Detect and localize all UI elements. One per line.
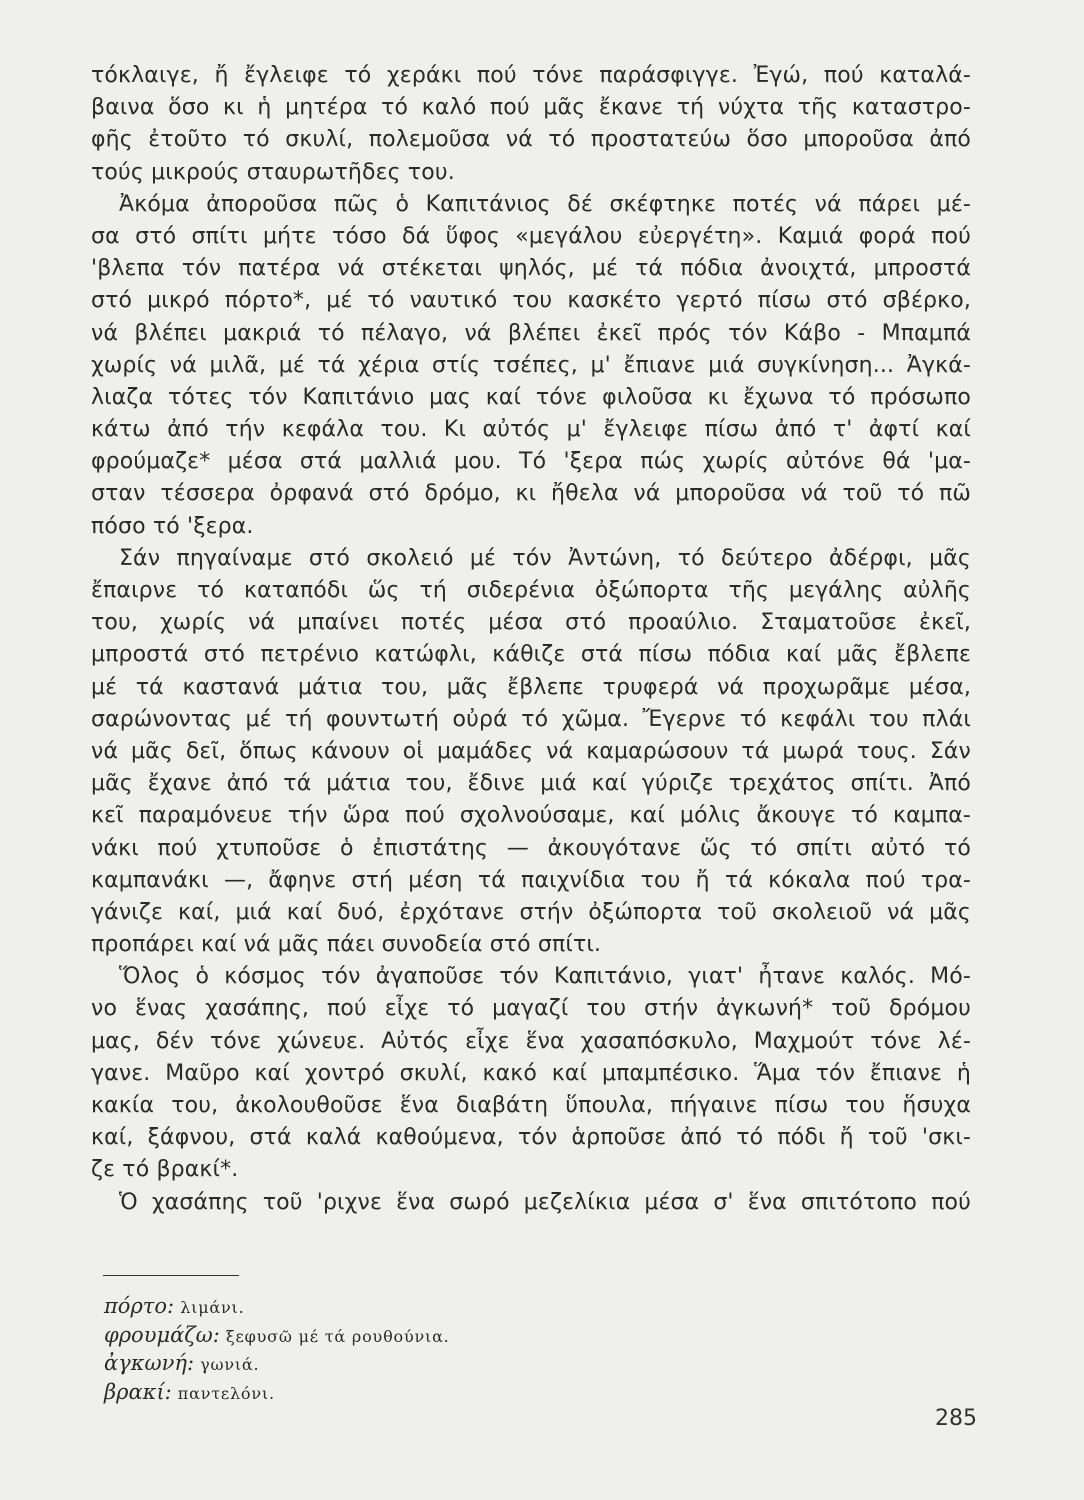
text-line: κεῖ παραμόνευε τήν ὥρα πού σχολνούσαμε, καί μόλις ἄκουγε τό καμπα- <box>91 803 971 829</box>
footnote <box>104 1292 704 1321</box>
text-line: Σάν πηγαίναμε στό σκολειό μέ τόν Ἀντώνη, τό δεύτερο ἀδέρφι, μᾶς <box>119 545 971 571</box>
text-line: σταν τέσσερα ὀρφανά στό δρόμο, κι ἤθελα νά μποροῦσα νά τοῦ τό πῶ <box>91 481 971 507</box>
text-line: νά μᾶς δεῖ, ὅπως κάνουν οἱ μαμάδες νά καμαρώσουν τά μωρά τους. Σάν <box>91 738 971 764</box>
text-line: πόσο τό 'ξερα. <box>91 513 254 539</box>
text-line: Ἀκόμα ἀποροῦσα πῶς ὁ Καπιτάνιος δέ σκέφτηκε ποτές νά πάρει μέ- <box>119 191 971 217</box>
text-line: κάτω ἀπό τήν κεφάλα του. Κι αὐτός μ' ἔγλειφε πίσω ἀπό τ' ἀφτί καί <box>91 417 971 443</box>
footnotes <box>104 1292 704 1406</box>
footnote-term: φρουμάζω: <box>104 1322 220 1347</box>
text-line: Ὁ χασάπης τοῦ 'ριχνε ἕνα σωρό μεζελίκια μέσα σ' ἕνα σπιτότοπο πού <box>119 1189 971 1215</box>
text-line: σαρώνοντας μέ τή φουντωτή οὐρά τό χῶμα. Ἔγερνε τό κεφάλι του πλάι <box>91 706 971 732</box>
text-line: ἔπαιρνε τό καταπόδι ὥς τή σιδερένια ὀξώπορτα τῆς μεγάλης αὐλῆς <box>91 578 971 603</box>
text-line: του, χωρίς νά μπαίνει ποτές μέσα στό προαύλιο. Σταματοῦσε ἐκεῖ, <box>91 610 971 636</box>
footnote <box>104 1378 704 1407</box>
text-line: νά βλέπει μακριά τό πέλαγο, νά βλέπει ἐκεῖ πρός τόν Κάβο - Μπαμπά <box>91 320 971 346</box>
page-number: 285 <box>935 1406 977 1431</box>
text-line: νάκι πού χτυποῦσε ὁ ἐπιστάτης — ἀκουγότανε ὥς τό σπίτι αὐτό τό <box>91 835 971 861</box>
text-line: σα στό σπίτι μήτε τόσο δά ὕφος «μεγάλου εὐεργέτη». Καμιά φορά πού <box>91 223 971 249</box>
footnote-definition: λιμάνι. <box>180 1298 245 1317</box>
body-text <box>91 60 971 1219</box>
text-line: γάνιζε καί, μιά καί δυό, ἐρχότανε στήν ὀξώπορτα τοῦ σκολειοῦ νά μᾶς <box>91 899 971 925</box>
text-line: φρούμαζε* μέσα στά μαλλιά μου. Τό 'ξερα πώς χωρίς αὐτόνε θά 'μα- <box>91 449 971 475</box>
text-line: Ὅλος ὁ κόσμος τόν ἀγαποῦσε τόν Καπιτάνιο, γιατ' ἦτανε καλός. Μό- <box>119 964 971 990</box>
text-line: καί, ξάφνου, στά καλά καθούμενα, τόν ἁρποῦσε ἀπό τό πόδι ἤ τοῦ 'σκι- <box>91 1125 971 1151</box>
text-line: λιαζα τότες τόν Καπιτάνιο μας καί τόνε φιλοῦσα κι ἔχωνα τό πρόσωπο <box>91 384 971 410</box>
text-line: στό μικρό πόρτο*, μέ τό ναυτικό του κασκέτο γερτό πίσω στό σβέρκο, <box>91 288 971 314</box>
footnote-term: ἀγκωνή: <box>104 1351 195 1375</box>
text-line: ζε τό βρακί*. <box>91 1157 239 1183</box>
footnote <box>104 1321 704 1350</box>
footnote-definition: παντελόνι. <box>177 1383 275 1403</box>
text-line: 'βλεπα τόν πατέρα νά στέκεται ψηλός, μέ τά πόδια ἀνοιχτά, μπροστά <box>91 256 971 282</box>
text-line: νο ἕνας χασάπης, πού εἶχε τό μαγαζί του στήν ἀγκωνή* τοῦ δρόμου <box>91 996 971 1022</box>
text-line: βαινα ὅσο κι ἡ μητέρα τό καλό πού μᾶς ἔκανε τή νύχτα τῆς καταστρο- <box>91 95 971 121</box>
footnote-term: πόρτο: <box>104 1294 175 1318</box>
text-line: μας, δέν τόνε χώνευε. Αὐτός εἶχε ἕνα χασαπόσκυλο, Μαχμούτ τόνε λέ- <box>91 1028 971 1054</box>
text-line: τόκλαιγε, ἤ ἔγλειφε τό χεράκι πού τόνε παράσφιγγε. Ἐγώ, πού καταλά- <box>91 63 971 88</box>
text-line: μᾶς ἔχανε ἀπό τά μάτια του, ἔδινε μιά καί γύριζε τρεχάτος σπίτι. Ἀπό <box>91 771 971 797</box>
text-line: γανε. Μαῦρο καί χοντρό σκυλί, κακό καί μπαμπέσικο. Ἅμα τόν ἔπιανε ἡ <box>91 1060 971 1086</box>
footnote-definition: γωνιά. <box>200 1355 260 1374</box>
text-line: κακία του, ἀκολουθοῦσε ἕνα διαβάτη ὕπουλα, πήγαινε πίσω του ἥσυχα <box>91 1093 971 1118</box>
text-line: τούς μικρούς σταυρωτῆδες του. <box>91 159 455 185</box>
text-line: φῆς ἐτοῦτο τό σκυλί, πολεμοῦσα νά τό προστατεύω ὅσο μποροῦσα ἀπό <box>91 127 971 153</box>
text-line: προπάρει καί νά μᾶς πάει συνοδεία στό σπίτι. <box>91 932 602 958</box>
text-line: καμπανάκι —, ἄφηνε στή μέση τά παιχνίδια του ἤ τά κόκαλα πού τρα- <box>91 867 971 893</box>
footnote-term: βρακί: <box>104 1379 172 1404</box>
text-line: χωρίς νά μιλᾶ, μέ τά χέρια στίς τσέπες, μ' ἔπιανε μιά συγκίνηση... Ἀγκά- <box>91 352 971 378</box>
text-line: μπροστά στό πετρένιο κατώφλι, κάθιζε στά πίσω πόδια καί μᾶς ἔβλεπε <box>91 642 971 668</box>
footnote-separator <box>103 1275 239 1276</box>
footnote <box>104 1349 704 1378</box>
text-line: μέ τά καστανά μάτια του, μᾶς ἔβλεπε τρυφερά νά προχωρᾶμε μέσα, <box>91 674 971 700</box>
footnote-definition: ξεφυσῶ μέ τά ρουθούνια. <box>225 1326 450 1346</box>
